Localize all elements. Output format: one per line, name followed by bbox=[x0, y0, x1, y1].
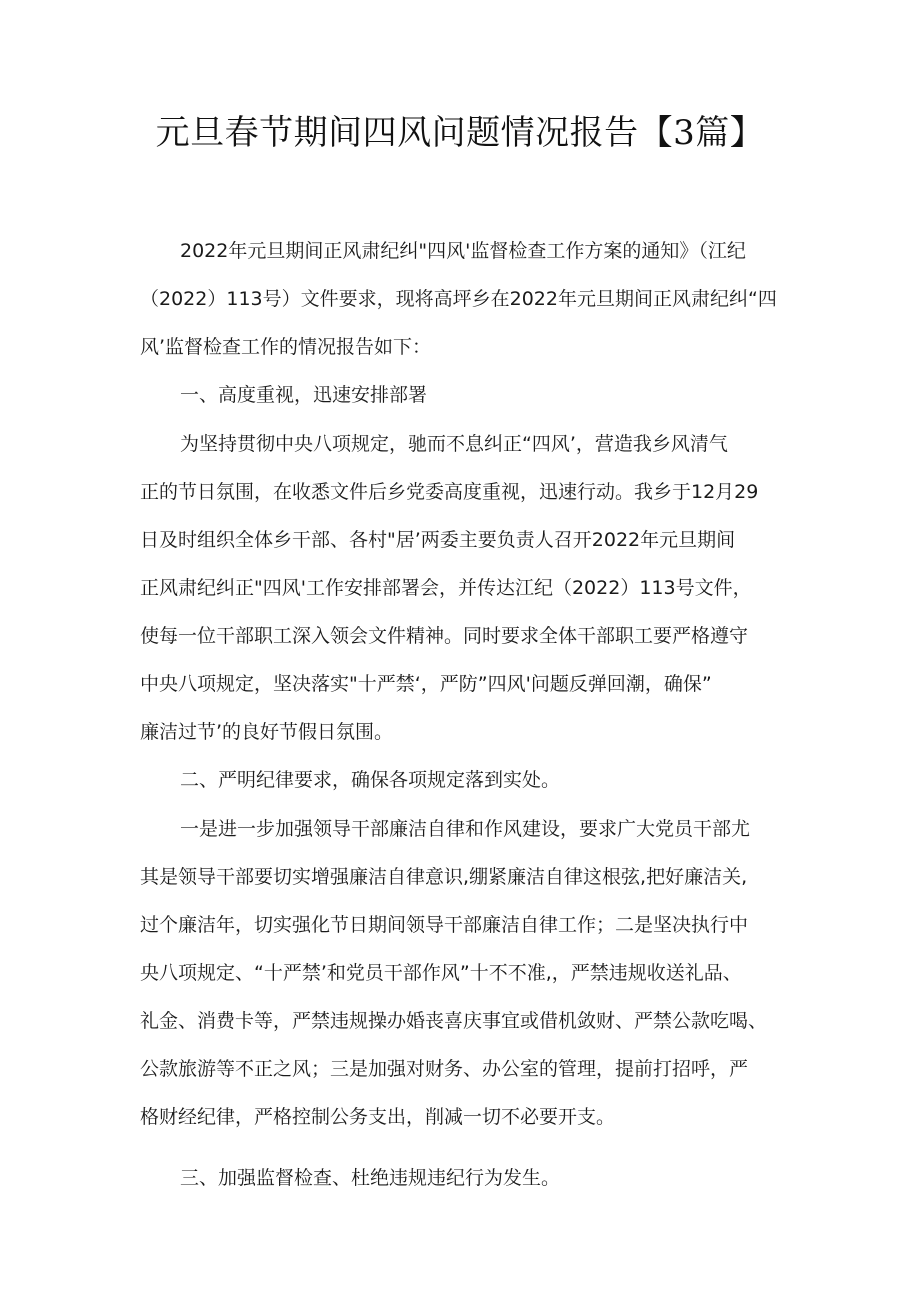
paragraph-line: 正风肃纪纠正"四风'工作安排部署会，并传达江纪（2022）113号文件， bbox=[140, 577, 752, 599]
paragraph-line: 礼金、消费卡等，严禁违规操办婚丧喜庆事宜或借机敛财、严禁公款吃喝、 bbox=[140, 1010, 768, 1032]
section-heading: 二、严明纪律要求，确保各项规定落到实处。 bbox=[180, 769, 561, 791]
paragraph-line: 风’监督检查工作的情况报告如下： bbox=[140, 336, 432, 358]
paragraph-line: 正的节日氛围，在收悉文件后乡党委高度重视，迅速行动。我乡于12月29 bbox=[140, 481, 759, 503]
section-heading: 一、高度重视，迅速安排部署 bbox=[180, 384, 428, 406]
paragraph-line: 其是领导干部要切实增强廉洁自律意识,绷紧廉洁自律这根弦,把好廉洁关, bbox=[140, 866, 748, 888]
paragraph-line: 2022年元旦期间正风肃纪纠"四风'监督检查工作方案的通知》（江纪 bbox=[180, 240, 746, 262]
document-title: 元旦春节期间四风问题情况报告【3篇】 bbox=[155, 113, 765, 153]
paragraph-line: 使每一位干部职工深入领会文件精神。同时要求全体干部职工要严格遵守 bbox=[140, 625, 749, 647]
paragraph-line: 为坚持贯彻中央八项规定，驰而不息纠正“四风’，营造我乡风清气 bbox=[180, 433, 728, 455]
paragraph-line: （2022）113号）文件要求，现将高坪乡在2022年元旦期间正风肃纪纠“四 bbox=[140, 288, 777, 310]
paragraph-line: 日及时组织全体乡干部、各村"居’两委主要负责人召开2022年元旦期间 bbox=[140, 529, 736, 551]
paragraph-line: 过个廉洁年，切实强化节日期间领导干部廉洁自律工作；二是坚决执行中 bbox=[140, 914, 749, 936]
section-heading: 三、加强监督检查、杜绝违规违纪行为发生。 bbox=[180, 1167, 561, 1189]
paragraph-line: 公款旅游等不正之风；三是加强对财务、办公室的管理，提前打招呼，严 bbox=[140, 1058, 749, 1080]
paragraph-line: 中央八项规定，坚决落实"十严禁‘，严防”四风'问题反弹回潮，确保” bbox=[140, 673, 712, 695]
paragraph-line: 格财经纪律，严格控制公务支出，削减一切不必要开支。 bbox=[140, 1106, 616, 1128]
paragraph-line: 廉洁过节’的良好节假日氛围。 bbox=[140, 721, 394, 743]
paragraph-line: 一是进一步加强领导干部廉洁自律和作风建设，要求广大党员干部尤 bbox=[180, 818, 751, 840]
paragraph-line: 央八项规定、“十严禁’和党员干部作风”十不不准,，严禁违规收送礼品、 bbox=[140, 962, 742, 984]
